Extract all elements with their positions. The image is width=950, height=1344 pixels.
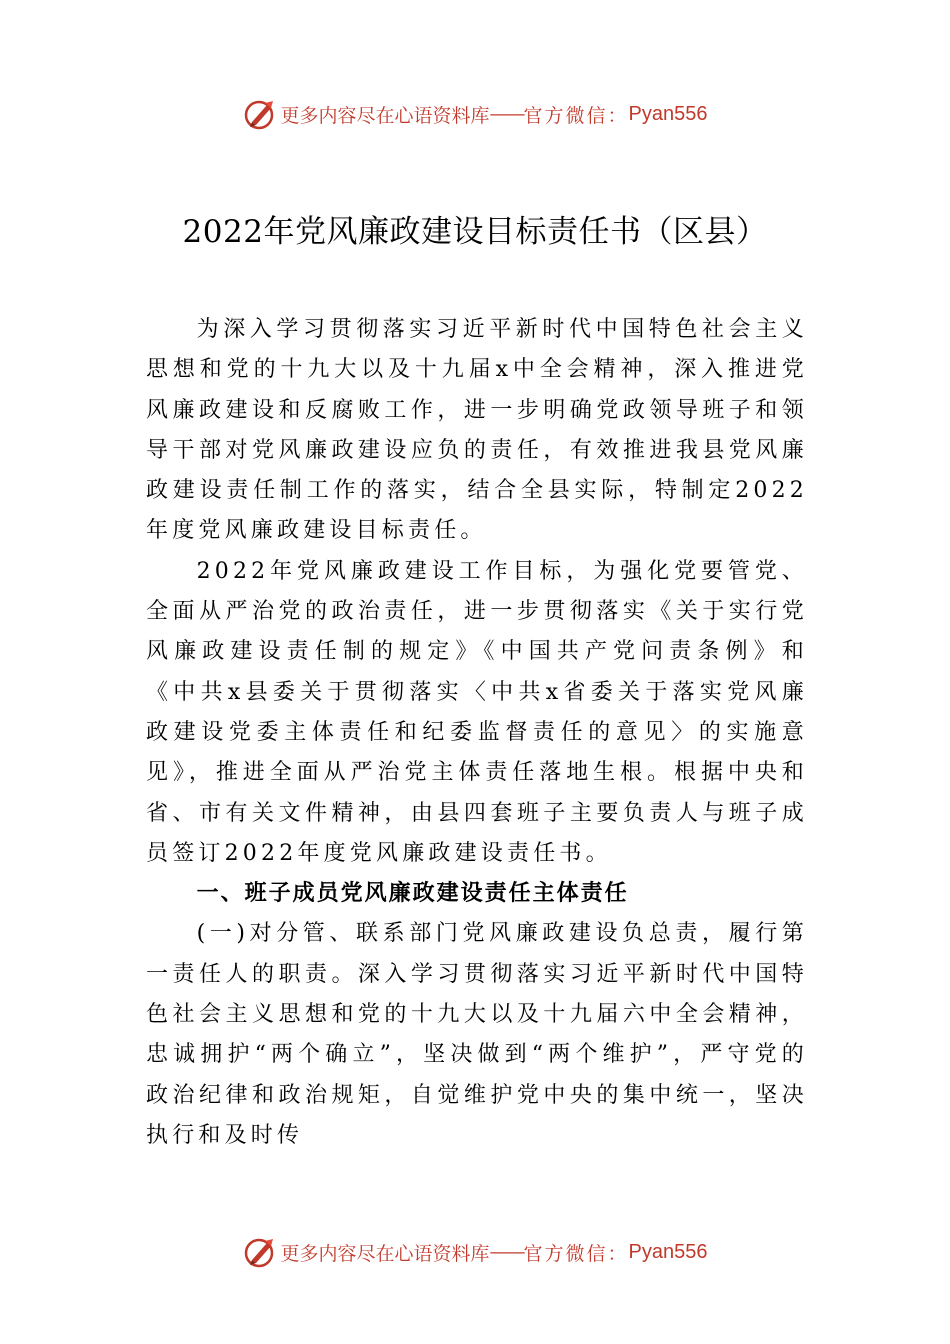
pen-logo-icon [243,97,277,131]
body-paragraph-3: (一)对分管、联系部门党风廉政建设负总责，履行第一责任人的职责。深入学习贯彻落实习近平新时代中国特色社会主义思想和党的十九大以及十九届六中全会精神，忠诚拥护“两个确立”，坚决做到“两个维护”，严守党的政治纪律和政治规矩，自觉维护党中央的集中统一，坚决执行和及时传 [146,921,808,1148]
body-paragraph-1: 为深入学习贯彻落实习近平新时代中国特色社会主义思想和党的十九大以及十九届x中全会精神，深入推进党风廉政建设和反腐败工作，进一步明确党政领导班子和领导干部对党风廉政建设应负的责任，有效推进我县党风廉政建设责任制工作的落实，结合全县实际，特制定2022年度党风廉政建设目标责任。 [146,317,808,544]
footer-watermark [0,1232,950,1272]
watermark-brand: 更多内容尽在心语资料库 [280,1242,490,1265]
watermark-brand: 更多内容尽在心语资料库 [280,104,490,127]
watermark-dash: —— [489,103,524,125]
section-heading-1: 一、班子成员党风廉政建设责任主体责任 [196,881,629,907]
watermark-wechat-label: 官方微信： [523,1242,629,1265]
body-paragraph-2: 2022年党风廉政建设工作目标，为强化党要管党、全面从严治党的政治责任，进一步贯彻落实《关于实行党风廉政建设责任制的规定》《中国共产党问责条例》和《中共x县委关于贯彻落实〈中共x省委关于落实党风廉政建设党委主体责任和纪委监督责任的意见〉的实施意见》，推进全面从严治党主体责任落地生根。根据中央和省、市有关文件精神，由县四套班子主要负责人与班子成员签订2022年度党风廉政建设责任书。 [146,558,808,866]
watermark-dash: —— [489,1241,524,1263]
pen-logo-icon [243,1235,277,1269]
watermark-wechat-id: Pyan556 [628,1240,708,1263]
watermark-wechat-label: 官方微信： [523,104,629,127]
header-watermark [0,94,950,134]
watermark-wechat-id: Pyan556 [628,102,708,125]
document-title: 2022年党风廉政建设目标责任书（区县） [182,214,768,250]
document-body [146,310,808,1156]
